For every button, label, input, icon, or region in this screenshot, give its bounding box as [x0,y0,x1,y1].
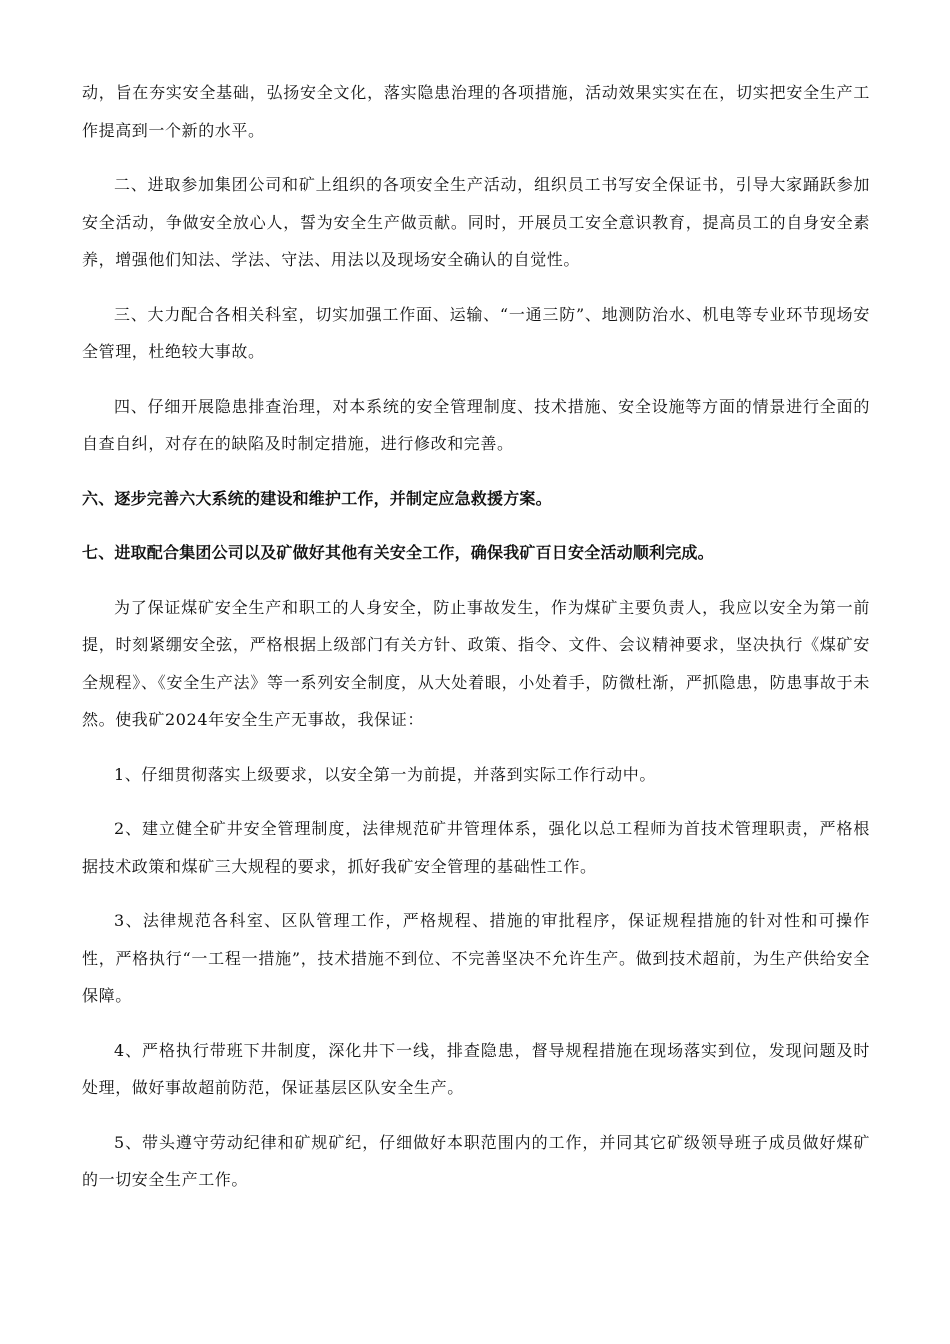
paragraph-pledge-intro: 为了保证煤矿安全生产和职工的人身安全，防止事故发生，作为煤矿主要负责人，我应以安全为第一前提，时刻紧绷安全弦，严格根据上级部门有关方针、政策、指令、文件、会议精神要求，坚决执行《煤矿安全规程》、《安全生产法》等一系列安全制度，从大处着眼，小处着手，防微杜渐，严抓隐患，防患事故于未然。使我矿2024年安全生产无事故，我保证： [82,597,870,729]
pledge-item-1: 1、仔细贯彻落实上级要求，以安全第一为前提，并落到实际工作行动中。 [114,764,656,784]
paragraph-item-3: 三、大力配合各相关科室，切实加强工作面、运输、“一通三防”、地测防治水、机电等专业环节现场安全管理，杜绝较大事故。 [82,304,870,361]
pledge-item-5: 5、带头遵守劳动纪律和矿规矿纪，仔细做好本职范围内的工作，并同其它矿级领导班子成员做好煤矿的一切安全生产工作。 [82,1132,870,1189]
heading-item-7: 七、进取配合集团公司以及矿做好其他有关安全工作，确保我矿百日安全活动顺利完成。 [82,543,714,562]
document-page [82,74,870,1216]
heading-item-6: 六、逐步完善六大系统的建设和维护工作，并制定应急救援方案。 [82,488,552,508]
pledge-item-3: 3、法律规范各科室、区队管理工作，严格规程、措施的审批程序，保证规程措施的针对性和可操作性，严格执行“一工程一措施”，技术措施不到位、不完善坚决不允许生产。做到技术超前，为生产供给安全保障。 [82,911,870,1005]
paragraph-item-2: 二、进取参加集团公司和矿上组织的各项安全生产活动，组织员工书写安全保证书，引导大家踊跃参加安全活动，争做安全放心人，誓为安全生产做贡献。同时，开展员工安全意识教育，提高员工的自身安全素养，增强他们知法、学法、守法、用法以及现场安全确认的自觉性。 [82,175,870,269]
paragraph-item-4: 四、仔细开展隐患排查治理，对本系统的安全管理制度、技术措施、安全设施等方面的情景进行全面的自查自纠，对存在的缺陷及时制定措施，进行修改和完善。 [82,396,870,453]
paragraph-continuation: 动，旨在夯实安全基础，弘扬安全文化，落实隐患治理的各项措施，活动效果实实在在，切实把安全生产工作提高到一个新的水平。 [82,83,870,140]
pledge-item-4: 4、严格执行带班下井制度，深化井下一线，排查隐患，督导规程措施在现场落实到位，发现问题及时处理，做好事故超前防范，保证基层区队安全生产。 [82,1040,870,1097]
pledge-item-2: 2、建立健全矿井安全管理制度，法律规范矿井管理体系，强化以总工程师为首技术管理职责，严格根据技术政策和煤矿三大规程的要求，抓好我矿安全管理的基础性工作。 [82,819,870,876]
